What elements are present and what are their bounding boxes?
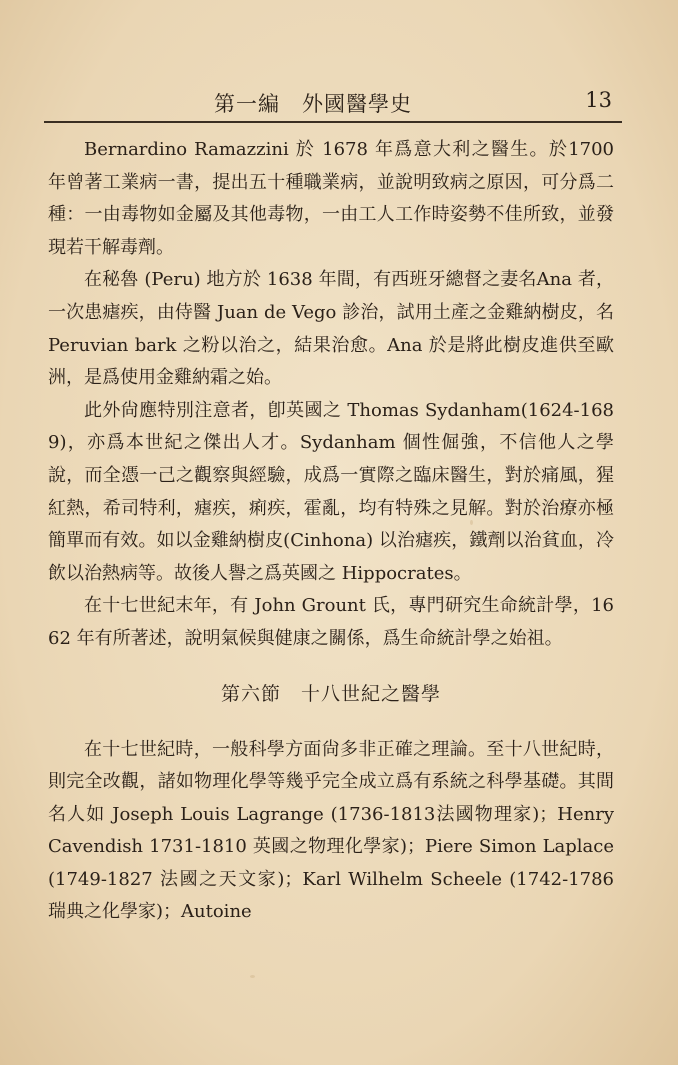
running-header-title: 第一編 外國醫學史 [214,92,412,116]
paragraph-peru-cinchona: 在秘魯 (Peru) 地方於 1638 年間，有西班牙總督之妻名Ana 者，一次患瘧疾，由侍醫 Juan de Vego 診治，試用土產之金雞納樹皮，名 Peruvian bark 之粉以治之，結果治愈。Ana 於是將此樹皮進供至歐洲，是爲使用金雞納霜之始。 [48,269,614,389]
header-rule [44,121,622,123]
page-number: 13 [585,88,612,112]
paragraph-graunt: 在十七世紀末年，有 John Grount 氏，專門研究生命統計學，1662 年有所著述，說明氣候與健康之關係，爲生命統計學之始祖。 [48,595,615,649]
paragraph-sydenham: 此外尙應特別注意者，卽英國之 Thomas Sydanham(1624-1689)，亦爲本世紀之傑出人才。Sydanham 個性倔強，不信他人之學說，而全憑一己之觀察與經驗，成爲一實際之臨床醫生，對於痛風，猩紅熱，希司特利，瘧疾，痢疾，霍亂，均有特殊之見解。對於治療亦極簡單而有效。如以金雞納樹皮(Cinhona) 以治瘧疾，鐵劑以治貧血，冷飲以治熱病等。故後人譽之爲英國之 Hippocrates。 [48,399,615,584]
paper-speck [250,975,255,978]
paragraph-ramazzini: Bernardino Ramazzini 於 1678 年爲意大利之醫生。於1700 年曾著工業病一書，提出五十種職業病，並說明致病之原因，可分爲二種：一由毒物如金屬及其他毒物，一由工人工作時姿勢不佳所致，並發現若干解毒劑。 [48,139,615,258]
paragraph-eighteenth-century: 在十七世紀時，一般科學方面尙多非正確之理論。至十八世紀時，則完全改觀，諸如物理化學等幾乎完全成立爲有系統之科學基礎。其間名人如 Joseph Louis Lagrange (1736-1813法國物理家)；Henry Cavendish 1731-1810 英國之物理化學家)；Piere Simon Laplace (1749-1827 法國之天文家)；Karl Wilhelm Scheele (1742-1786 瑞典之化學家)；Autoine [48,738,615,923]
running-header [44,86,620,116]
page-body [48,134,614,929]
section-heading: 第六節 十八世紀之醫學 [220,682,441,705]
